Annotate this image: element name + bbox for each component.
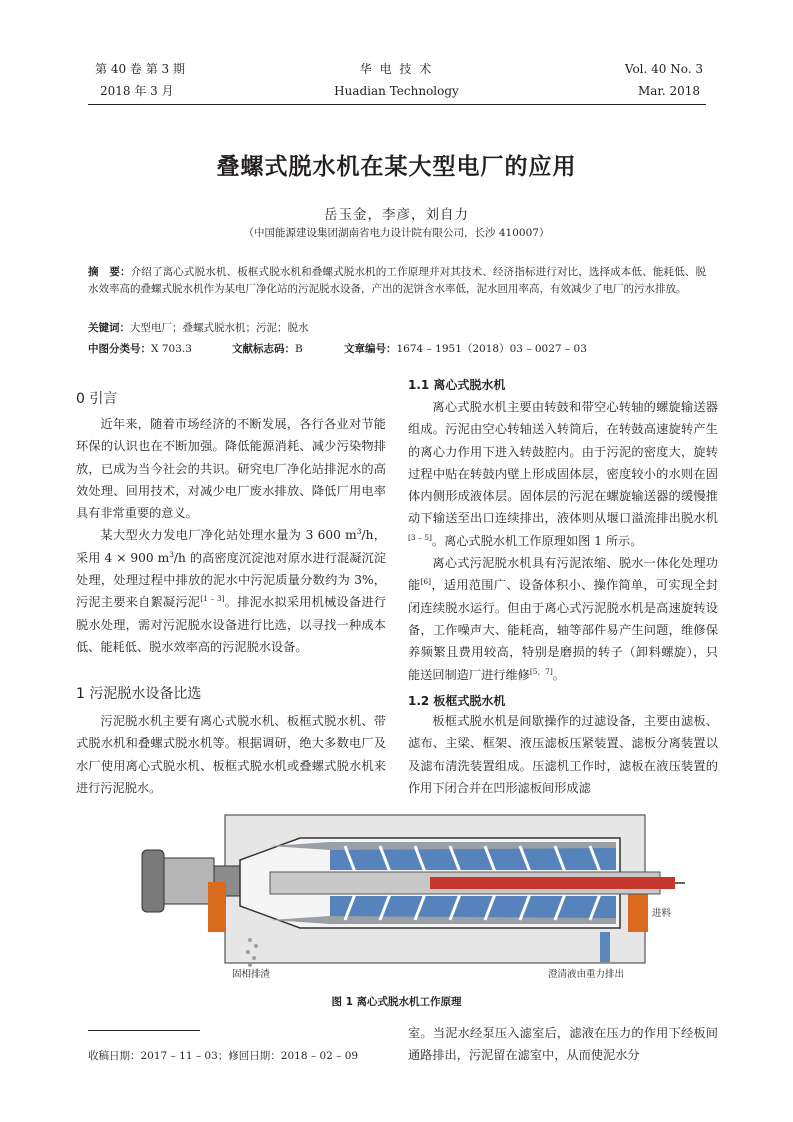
clc-label: 中图分类号： — [88, 343, 151, 355]
intro-p2-part-a: 某大型火力发电厂净化站处理水量为 3 600 m — [100, 528, 357, 543]
section-1-2-paragraph-1: 板框式脱水机是间歇操作的过滤设备，主要由滤板、滤布、主梁、框架、液压滤板压紧装置、滤板分离装置以及滤布清洗装置组成。压滤机工作时，滤板在液压装置的作用下闭合并在凹形滤板间形成滤 — [408, 714, 718, 795]
section-1-1-heading: 1.1 离心式脱水机 — [408, 378, 506, 392]
article-value: 1674 – 1951（2018）03 – 0027 – 03 — [396, 343, 587, 355]
s11-p1-part-a: 离心式脱水机主要由转鼓和带空心转轴的螺旋输送器组成。污泥由空心转轴送入转筒后，在转鼓高速旋转产生的离心力作用下进入转鼓腔内。由于污泥的密度大，旋转过程中贴在转鼓内壁上形成固体层，密度较小的水则在固体内侧形成液体层。固体层的污泥在螺旋输送器的缓慢推动下输送至出口连续排出，液体则从堰口溢流排出脱水机 — [408, 400, 718, 526]
paper-title: 叠螺式脱水机在某大型电厂的应用 — [216, 154, 577, 180]
gearbox — [164, 858, 214, 904]
citation-ref: [6] — [420, 577, 432, 587]
citation-ref: [1 – 3] — [200, 594, 225, 604]
clc-value: X 703.3 — [151, 343, 192, 355]
liquid-discharge — [600, 932, 610, 962]
continuation-paragraph: 室。当泥水经泵压入滤室后，滤液在压力的作用下经板间通路排出，污泥留在滤室中，从而使泥水分 — [408, 1026, 718, 1063]
intro-paragraph-2 — [76, 524, 386, 658]
keywords — [88, 320, 309, 335]
citation-ref: [3 – 5] — [408, 532, 432, 542]
intro-p2-part-d: 。排泥水拟采用机械设备进行脱水处理，需对污泥脱水设备进行比选，以寻找一种成本低、能耗低、脱水效率高的污泥脱水设备。 — [76, 595, 386, 654]
section-1-heading: 1 污泥脱水设备比选 — [76, 686, 202, 702]
received-date: 收稿日期：2017 – 11 – 03；修回日期：2018 – 02 – 09 — [88, 1050, 359, 1062]
figure-caption: 图 1 离心式脱水机工作原理 — [331, 996, 462, 1008]
doc-value: B — [295, 343, 303, 355]
left-column-section-1 — [76, 710, 386, 799]
paper-authors: 岳玉金，李彦，刘自力 — [324, 207, 469, 223]
label-solids-discharge: 固相排渣 — [232, 969, 271, 980]
doc-code — [232, 341, 303, 356]
header-rule — [88, 104, 706, 105]
section-0-heading: 0 引言 — [76, 391, 118, 407]
section-1-2-heading: 1.2 板框式脱水机 — [408, 694, 506, 708]
header-journal-cn: 华 电 技 术 — [359, 62, 434, 76]
doc-label: 文献标志码： — [232, 343, 295, 355]
citation-ref: [5，7] — [529, 666, 553, 676]
left-column-intro — [76, 413, 386, 658]
intro-paragraph-1: 近年来，随着市场经济的不断发展，各行各业对节能环保的认识也在不断加强。降低能源消耗、减少污染物排放，已成为当今社会的共识。研究电厂净化站排泥水的高效处理、回用技术，对减少电厂废水排放、降低厂用电率具有非常重要的意义。 — [76, 417, 386, 521]
section-1-1-paragraph-2 — [408, 552, 718, 686]
article-number — [344, 341, 587, 356]
header-date-en: Mar. 2018 — [637, 84, 700, 98]
footnote-rule — [88, 1030, 200, 1031]
drive-pulley — [142, 850, 164, 912]
s11-p2-part-c: 。 — [552, 667, 565, 682]
abstract-text: 介绍了离心式脱水机、板框式脱水机和叠螺式脱水机的工作原理并对其技术、经济指标进行对比，选择成本低、能耗低、脱水效率高的叠螺式脱水机作为某电厂净化站的污泥脱水设备，产出的泥饼含水率低，泥水回用率高，有效减少了电厂的污水排放。 — [88, 266, 707, 295]
left-flange — [208, 882, 226, 932]
right-column-continuation — [408, 1022, 718, 1067]
abstract-label: 摘 要： — [88, 266, 131, 278]
intro-p2-part-b: /h，采用 4 × 900 m — [76, 528, 386, 565]
s11-p2-part-a: 离心式污泥脱水机具有污泥浓缩、脱水一体化处理功能 — [408, 556, 718, 593]
right-column-section-1-2 — [408, 710, 718, 799]
article-label: 文章编号： — [344, 343, 397, 355]
clc-number — [88, 341, 192, 356]
abstract — [88, 264, 706, 298]
unit-superscript: 3 — [169, 549, 174, 559]
header-journal-en: Huadian Technology — [334, 84, 459, 98]
label-feed: 进料 — [652, 908, 672, 919]
centrifuge-diagram — [130, 810, 690, 980]
feed-pipe — [430, 877, 675, 889]
paper-affiliation: （中国能源建设集团湖南省电力设计院有限公司，长沙 410007） — [243, 227, 550, 239]
keywords-text: 大型电厂；叠螺式脱水机；污泥；脱水 — [130, 322, 309, 334]
label-liquid-discharge: 澄清液由重力排出 — [548, 969, 625, 980]
section-1-1-paragraph-1 — [408, 396, 718, 552]
s11-p2-part-b: ，适用范围广、设备体积小、操作简单，可实现全封闭连续脱水运行。但由于离心式污泥脱水机是高速旋转设备，工作噪声大、能耗高，轴等部件易产生问题，维修保养频繁且费用较高，特别是磨损的转子（卸料螺旋），只能送回制造厂进行维修 — [408, 578, 719, 682]
s11-p1-part-b: 。离心式脱水机工作原理如图 1 所示。 — [431, 533, 643, 548]
header-date-cn: 2018 年 3 月 — [100, 84, 174, 98]
unit-superscript: 3 — [356, 527, 362, 537]
keywords-label: 关键词： — [88, 322, 130, 334]
section-1-paragraph-1: 污泥脱水机主要有离心式脱水机、板框式脱水机、带式脱水机和叠螺式脱水机等。根据调研，绝大多数电厂及水厂使用离心式脱水机、板框式脱水机或叠螺式脱水机来进行污泥脱水。 — [76, 714, 386, 795]
header-volume-cn: 第 40 卷 第 3 期 — [95, 62, 185, 76]
intro-p2-part-c: /h 的高密度沉淀池对原水进行混凝沉淀处理，处理过程中排放的泥水中污泥质量分数约为 3%，污泥主要来自絮凝污泥 — [76, 550, 386, 610]
right-column-section-1-1 — [408, 396, 718, 686]
header-volume-en: Vol. 40 No. 3 — [624, 62, 703, 76]
